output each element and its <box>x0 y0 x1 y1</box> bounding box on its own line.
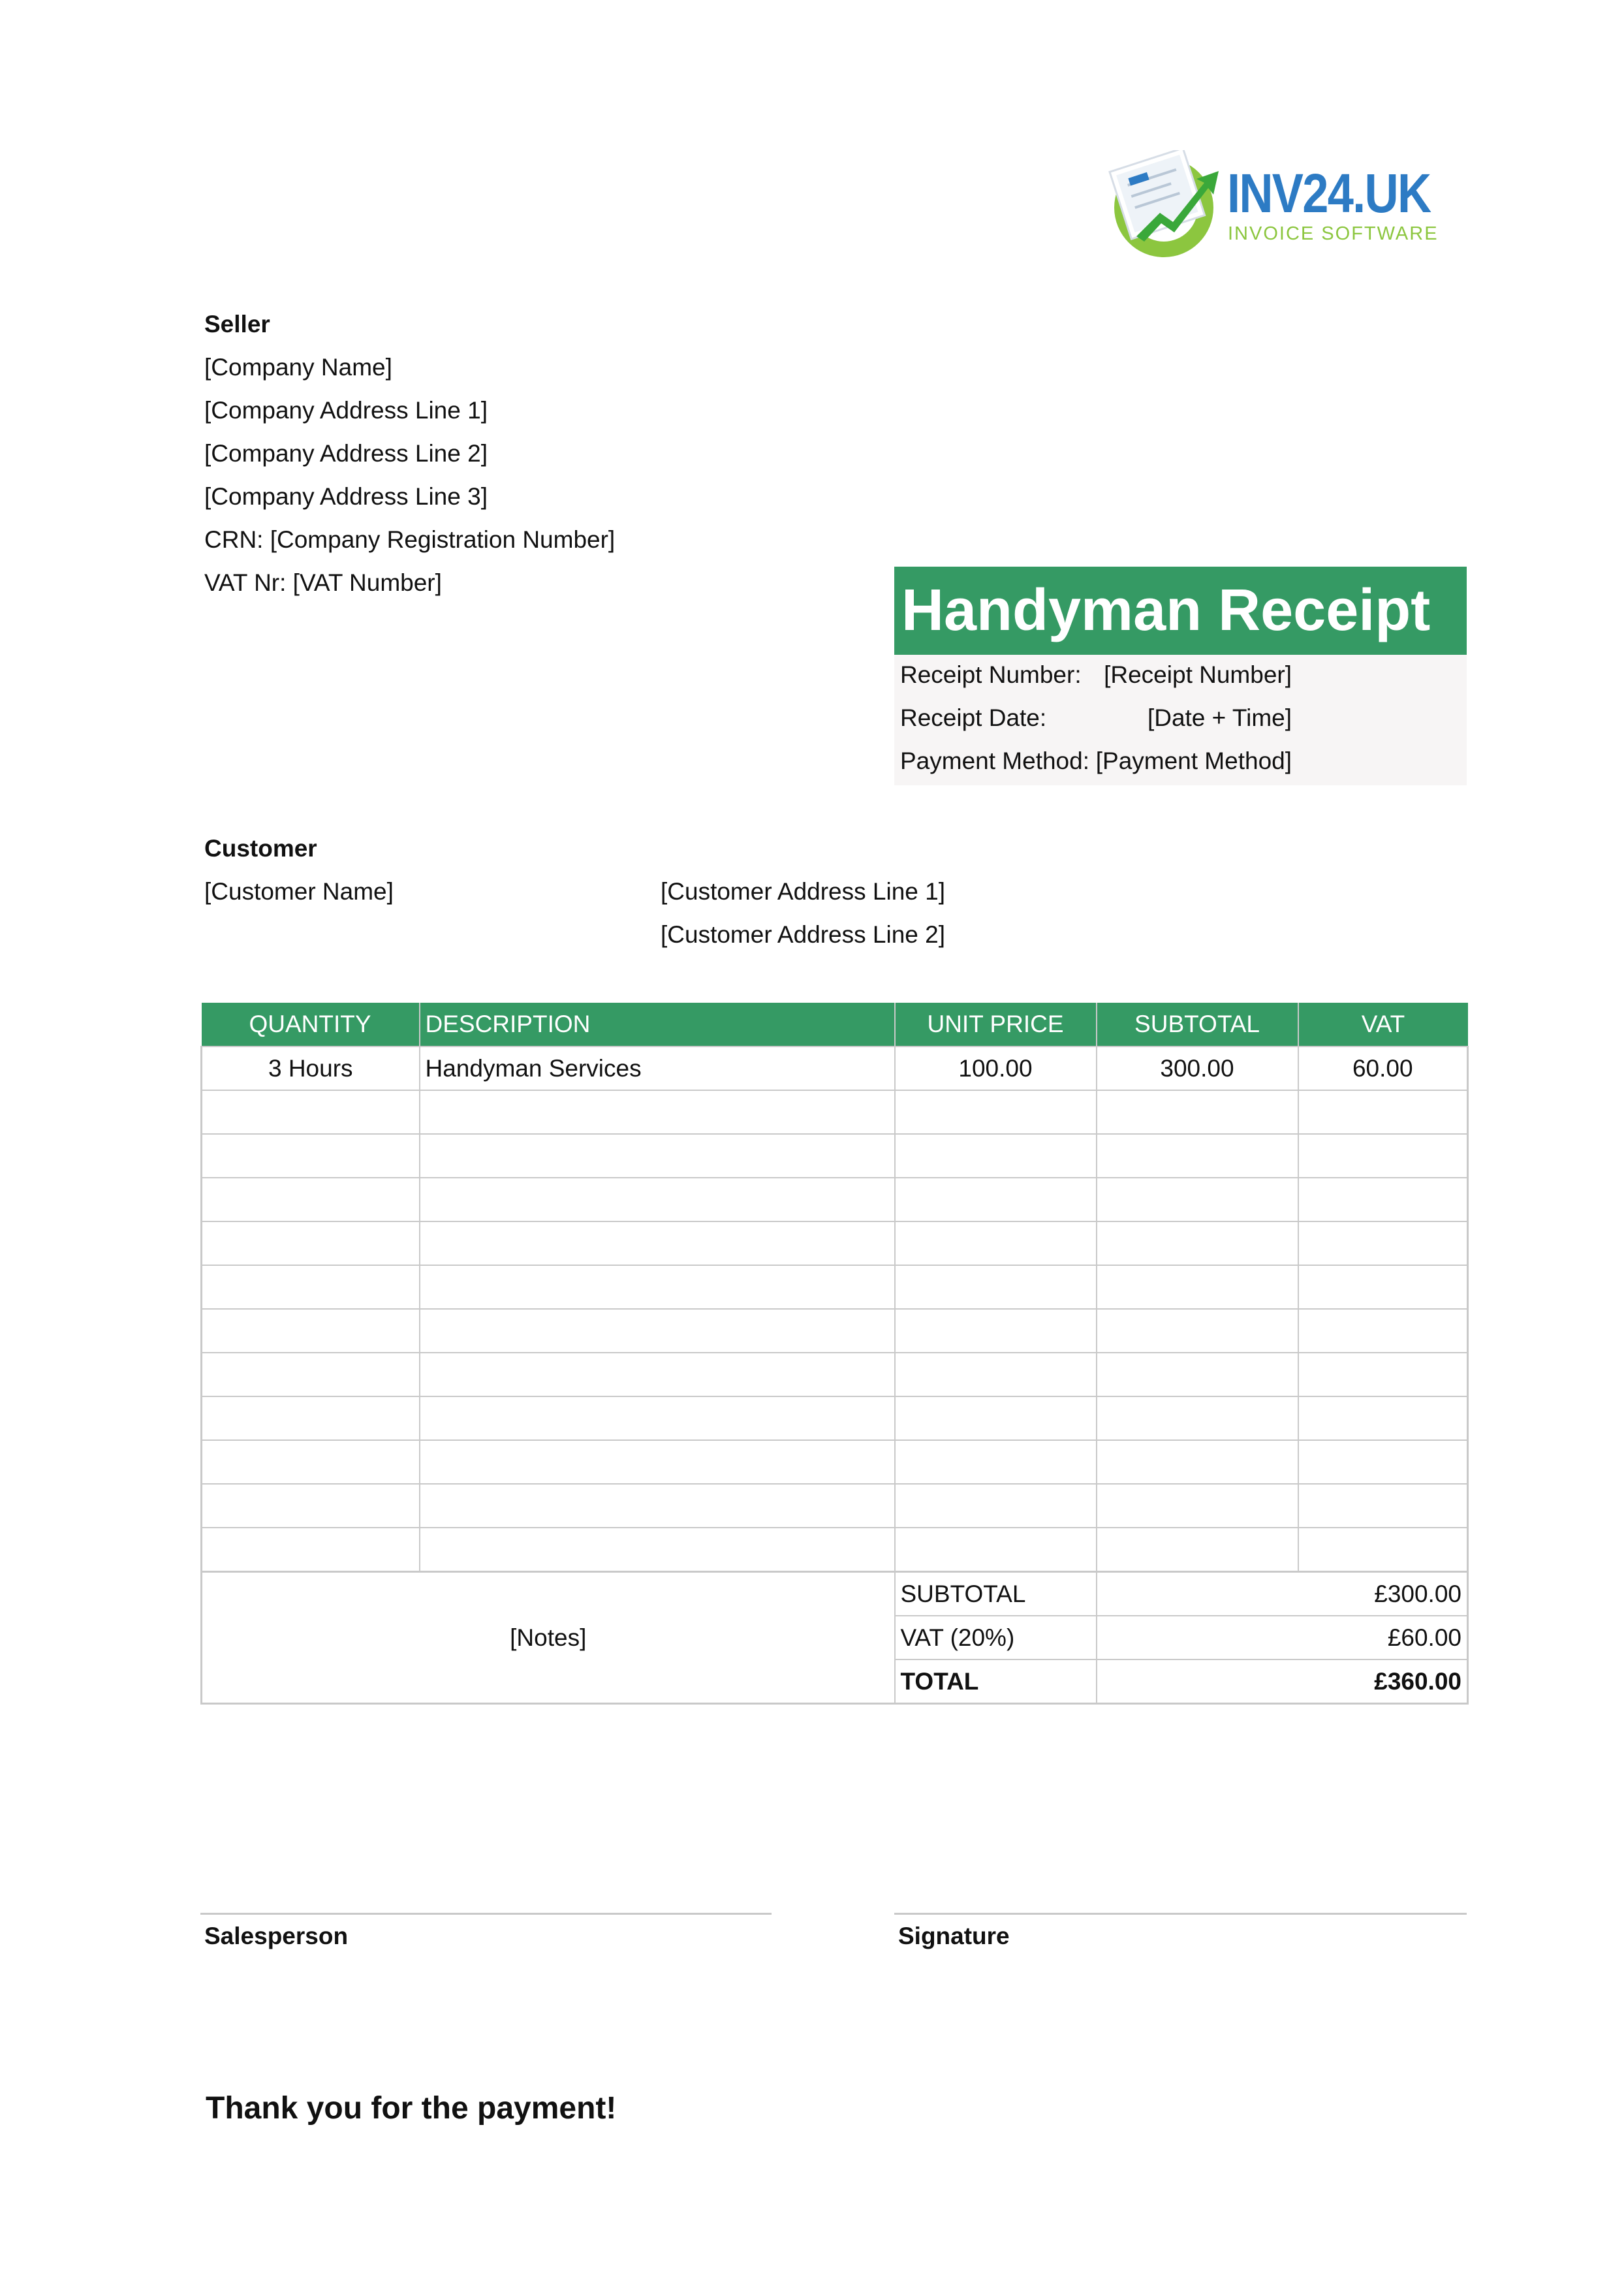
customer-heading: Customer <box>204 835 317 862</box>
subtotal-value: £300.00 <box>1097 1572 1468 1616</box>
signature-line <box>894 1913 1467 1915</box>
table-row <box>202 1309 1468 1353</box>
row-quantity: 3 Hours <box>202 1046 420 1090</box>
notes-cell: [Notes] <box>202 1572 895 1704</box>
seller-vat-number: VAT Nr: [VAT Number] <box>204 569 442 596</box>
table-row <box>202 1396 1468 1440</box>
subtotal-label: SUBTOTAL <box>895 1572 1097 1616</box>
row-unit-price: 100.00 <box>895 1046 1097 1090</box>
customer-address-line-2: [Customer Address Line 2] <box>661 921 945 948</box>
salesperson-label: Salesperson <box>204 1923 349 1949</box>
table-row <box>202 1178 1468 1221</box>
column-header-quantity: QUANTITY <box>202 1003 420 1046</box>
receipt-title: Handyman Receipt <box>901 578 1431 643</box>
seller-address-line-2: [Company Address Line 2] <box>204 440 488 467</box>
vat-label: VAT (20%) <box>895 1616 1097 1659</box>
vat-value: £60.00 <box>1097 1616 1468 1659</box>
total-label: TOTAL <box>895 1659 1097 1704</box>
row-subtotal: 300.00 <box>1097 1046 1298 1090</box>
table-header-row <box>202 1003 1468 1046</box>
table-row <box>202 1440 1468 1484</box>
seller-heading: Seller <box>204 311 270 338</box>
receipt-date-label: Receipt Date: <box>900 704 1047 731</box>
customer-address-line-1: [Customer Address Line 1] <box>661 878 945 905</box>
table-row <box>202 1134 1468 1178</box>
logo-tagline: INVOICE SOFTWARE <box>1228 223 1439 244</box>
salesperson-line <box>200 1913 772 1915</box>
table-row <box>202 1484 1468 1528</box>
table-row <box>202 1046 1468 1090</box>
seller-address-line-3: [Company Address Line 3] <box>204 483 488 510</box>
seller-company-name: [Company Name] <box>204 354 392 381</box>
signature-label: Signature <box>898 1923 1010 1949</box>
table-row <box>202 1090 1468 1134</box>
receipt-date-value: [Date + Time] <box>1147 704 1292 731</box>
seller-crn: CRN: [Company Registration Number] <box>204 526 616 553</box>
total-value: £360.00 <box>1097 1659 1468 1704</box>
table-row <box>202 1528 1468 1572</box>
column-header-vat: VAT <box>1298 1003 1468 1046</box>
column-header-description: DESCRIPTION <box>420 1003 895 1046</box>
column-header-unit-price: UNIT PRICE <box>895 1003 1097 1046</box>
logo-name: INV24.UK <box>1227 163 1431 224</box>
receipt-number-value: [Receipt Number] <box>1104 661 1292 688</box>
row-description: Handyman Services <box>420 1046 895 1090</box>
totals-subtotal-row <box>202 1572 1468 1616</box>
thank-you-message: Thank you for the payment! <box>206 2091 617 2126</box>
column-header-subtotal: SUBTOTAL <box>1097 1003 1298 1046</box>
customer-name: [Customer Name] <box>204 878 394 905</box>
seller-address-line-1: [Company Address Line 1] <box>204 397 488 424</box>
table-row <box>202 1221 1468 1265</box>
payment-method-value: [Payment Method] <box>1095 747 1292 774</box>
table-row <box>202 1265 1468 1309</box>
row-vat: 60.00 <box>1298 1046 1468 1090</box>
payment-method-label: Payment Method: <box>900 747 1089 774</box>
receipt-number-label: Receipt Number: <box>900 661 1082 688</box>
items-table <box>200 1003 1469 1705</box>
table-row <box>202 1353 1468 1396</box>
